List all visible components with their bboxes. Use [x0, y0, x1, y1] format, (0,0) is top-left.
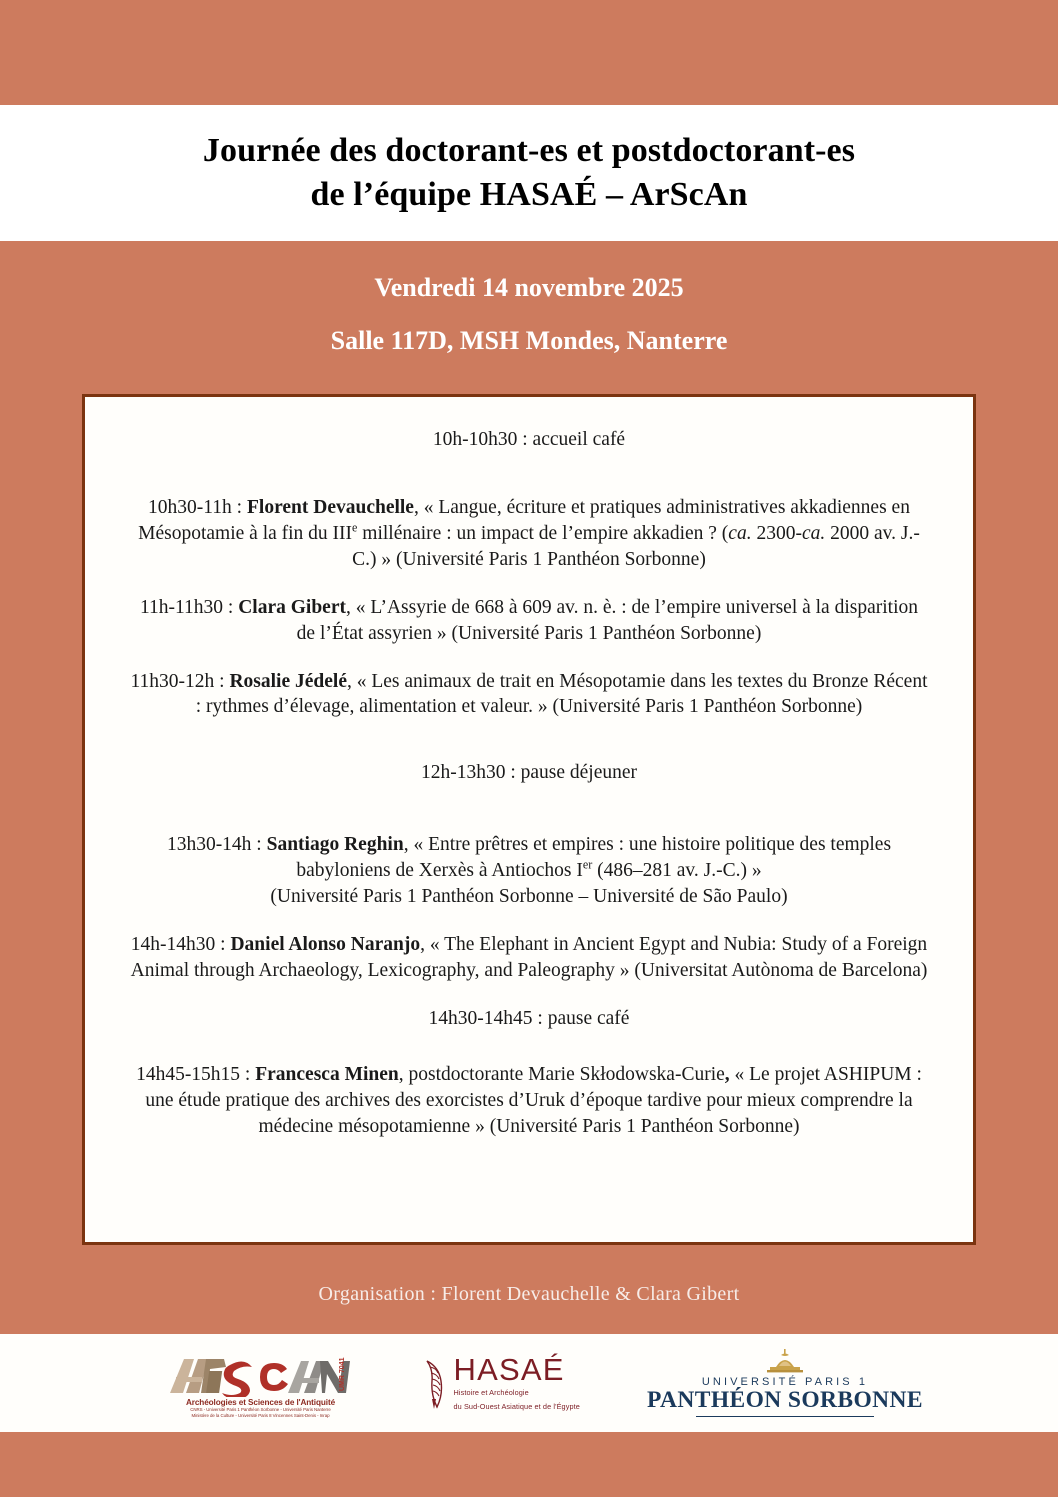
programme-entry-rosalie-jedele: 11h30-12h : Rosalie Jédelé, « Les animaux de trait en Mésopotamie dans les textes du Bronze Récent : rythmes d’élevage, alimentation et valeur. » (Université Paris 1 Panthéon Sorbonne) [130, 670, 928, 718]
svg-text:UMR 7041: UMR 7041 [338, 1357, 346, 1391]
event-date: Vendredi 14 novembre 2025 [374, 273, 684, 302]
programme-box [82, 394, 976, 1245]
sorbonne-top-line: UNIVERSITÉ PARIS 1 [701, 1375, 869, 1388]
logo-band [0, 1334, 1058, 1432]
sorbonne-rule [696, 1416, 874, 1417]
hasae-wheat-icon [423, 1355, 447, 1411]
programme-entry-pause-dejeuner: 12h-13h30 : pause déjeuner [420, 762, 638, 784]
arscan-wordmark-icon [168, 1351, 354, 1397]
programme-entry-clara-gibert: 11h-11h30 : Clara Gibert, « L’Assyrie de 668 à 609 av. n. è. : de l’empire universel à la disparition de l’État assyrien » (Université Paris 1 Panthéon Sorbonne) [139, 596, 919, 644]
programme-entry-florent-devauchelle: 10h30-11h : Florent Devauchelle, « Langue, écriture et pratiques administratives akkadiennes en Mésopotamie à la fin du IIIe millénaire : un impact de l’empire akkadien ? (ca. 2300-ca. 2000 av. J.-C.) » (Université Paris 1 Panthéon Sorbonne) [138, 496, 920, 570]
hasae-subtitle-line-2: du Sud-Ouest Asiatique et de l'Égypte [453, 1401, 580, 1411]
poster-title-line-2: de l’équipe HASAÉ – ArScAn [310, 176, 748, 213]
hasae-text-block [454, 1354, 580, 1411]
arscan-logo [161, 1347, 361, 1420]
programme-entry-pause-cafe: 14h30-14h45 : pause café [428, 1007, 630, 1029]
programme-entry-francesca-minen: 14h45-15h15 : Francesca Minen, postdoctorante Marie Skłodowska-Curie, « Le projet ASHIPUM : une étude pratique des archives des exorcistes d’Uruk d’époque tardive pour mieux comprendre la médecine mésopotamienne » (Université Paris 1 Panthéon Sorbonne) [136, 1063, 922, 1137]
event-meta [0, 272, 1058, 356]
arscan-institutions-line-1: CNRS - Université Paris 1 Panthéon Sorbonne - Université Paris Nanterre [190, 1406, 331, 1412]
arscan-subtitle: Archéologies et Sciences de l'Antiquité [185, 1397, 336, 1407]
hasae-subtitle-line-1: Histoire et Archéologie [453, 1388, 529, 1398]
pantheon-dome-icon [762, 1349, 808, 1375]
programme-entry-santiago-reghin: 13h30-14h : Santiago Reghin, « Entre prêtres et empires : une histoire politique des temples babyloniens de Xerxès à Antiochos Ier (486–281 av. J.-C.) » (Université Paris 1 Panthéon Sorbonne – Université de São Paulo) [166, 834, 892, 908]
hasae-logo [423, 1354, 611, 1411]
poster-title-line-1: Journée des doctorant-es et postdoctorant-es [202, 132, 856, 170]
title-band [0, 105, 1058, 241]
sorbonne-logo [647, 1349, 923, 1418]
programme-entry-accueil-cafe: 10h-10h30 : accueil café [432, 429, 626, 450]
sorbonne-main-line: PANTHÉON SORBONNE [647, 1386, 923, 1413]
programme-entry-daniel-alonso-naranjo: 14h-14h30 : Daniel Alonso Naranjo, « The Elephant in Ancient Egypt and Nubia: Study of a Foreign Animal through Archaeology, Lexicography, and Paleography » (Universitat Autònoma de Barcelona) [130, 934, 928, 981]
event-venue: Salle 117D, MSH Mondes, Nanterre [330, 326, 728, 356]
hasae-name: HASAÉ [453, 1352, 565, 1388]
arscan-institutions-line-2: Ministère de la Culture - Université Paris 8 Vincennes Saint-Denis - Inrap [191, 1413, 330, 1418]
organisation-credit: Organisation : Florent Devauchelle & Clara Gibert [318, 1283, 740, 1305]
